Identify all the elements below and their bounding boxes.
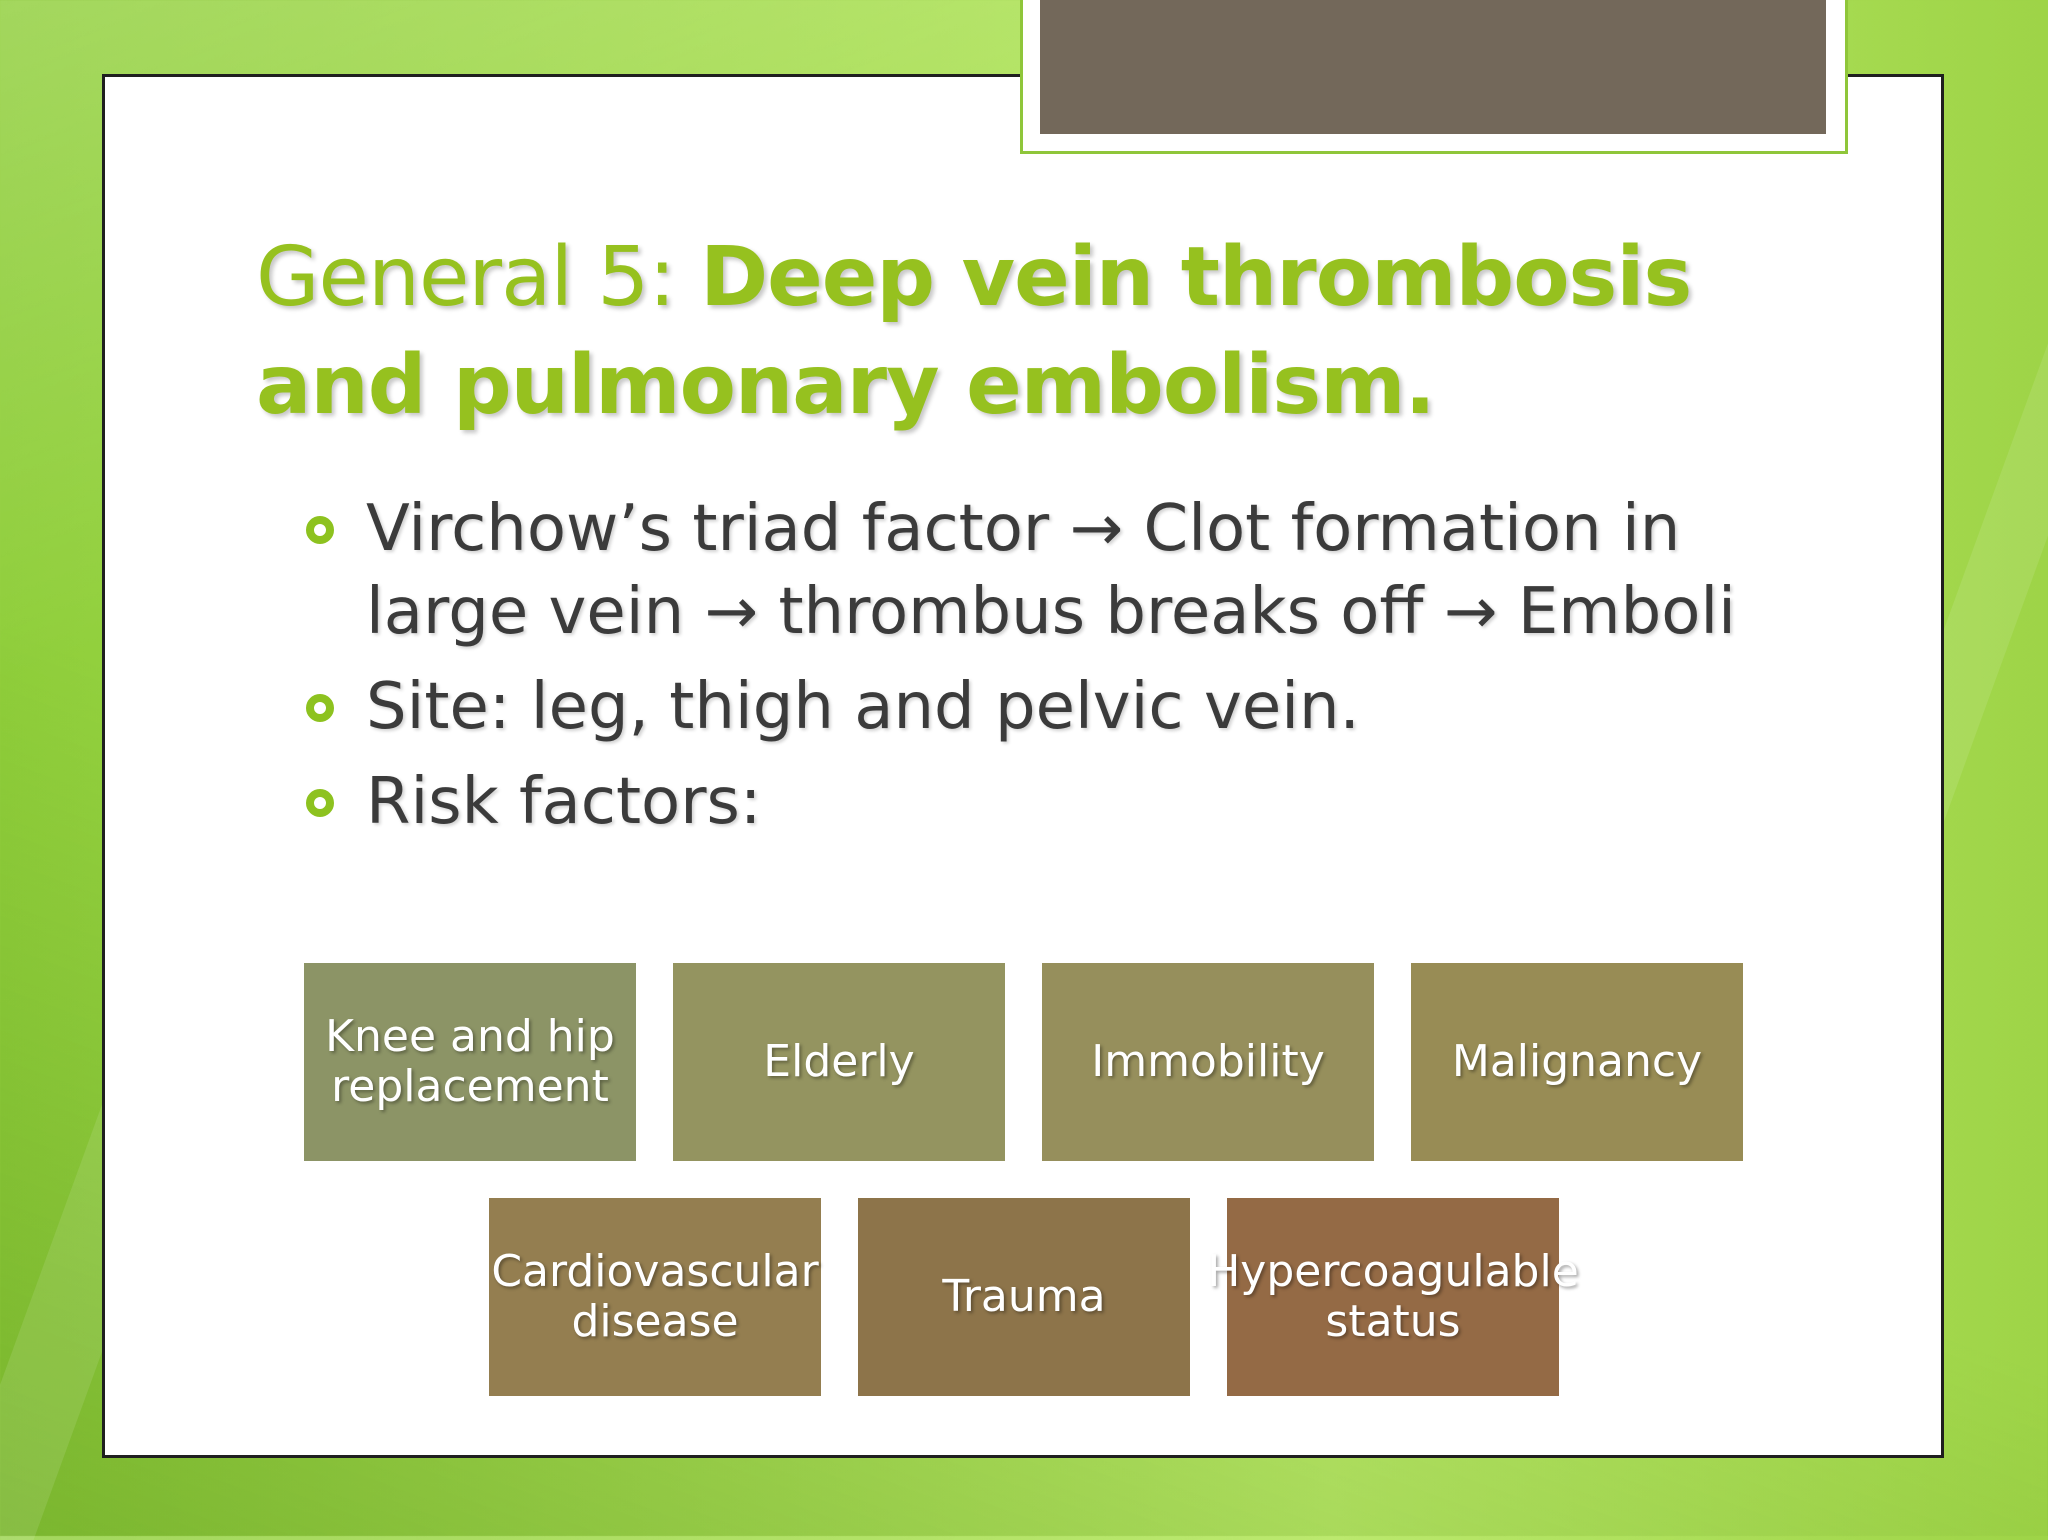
- risk-factor-label: Elderly: [763, 1036, 915, 1087]
- bullet-list: [300, 488, 1760, 856]
- bullet-circle-icon: [306, 694, 334, 722]
- header-decoration-block: [1040, 0, 1826, 134]
- title-prefix: General 5:: [256, 230, 701, 325]
- risk-factor-box: [489, 1198, 821, 1396]
- risk-factor-box: [673, 963, 1005, 1161]
- risk-factor-label: Hypercoagulable status: [1207, 1246, 1579, 1347]
- slide-title: [256, 224, 1756, 440]
- risk-factor-label: Immobility: [1091, 1036, 1325, 1087]
- bullet-item: [300, 488, 1760, 654]
- risk-factor-box: [1411, 963, 1743, 1161]
- bullet-text: Virchow’s triad factor → Clot formation in large vein → thrombus breaks off → Emboli: [366, 492, 1736, 649]
- risk-factor-label: Cardiovascular disease: [491, 1246, 819, 1347]
- risk-factor-label: Trauma: [942, 1271, 1106, 1322]
- risk-factor-box: [1042, 963, 1374, 1161]
- bullet-item: [300, 666, 1760, 749]
- bullet-item: [300, 761, 1760, 844]
- risk-factor-label: Malignancy: [1451, 1036, 1703, 1087]
- bullet-circle-icon: [306, 516, 334, 544]
- risk-factor-box: [858, 1198, 1190, 1396]
- bullet-text: Site: leg, thigh and pelvic vein.: [366, 670, 1360, 744]
- bullet-text: Risk factors:: [366, 765, 762, 839]
- bullet-circle-icon: [306, 789, 334, 817]
- risk-factor-box: [304, 963, 636, 1161]
- risk-factor-label: Knee and hip replacement: [325, 1011, 615, 1112]
- title-main: Deep vein thrombosis and pulmonary embolism.: [256, 230, 1692, 433]
- risk-factor-box: [1207, 1198, 1579, 1396]
